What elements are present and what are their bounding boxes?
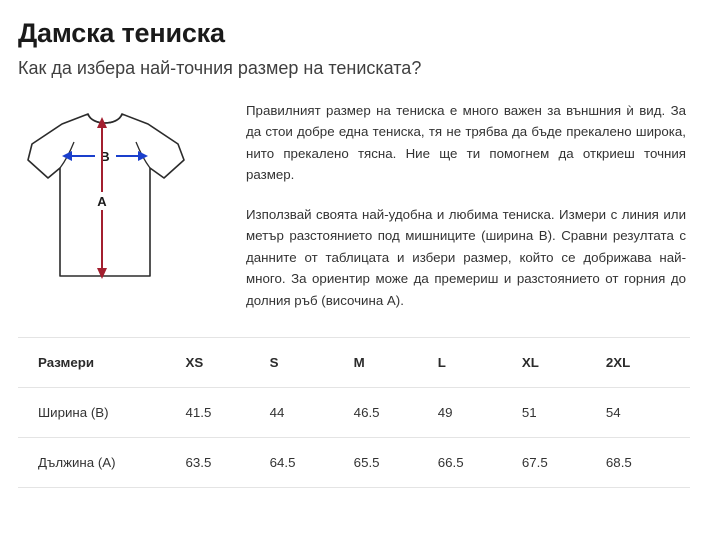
width-s: 44 — [270, 388, 354, 438]
width-2xl: 54 — [606, 388, 690, 438]
table-row — [18, 438, 690, 488]
row-label-length: Дължина (A) — [18, 438, 186, 488]
width-l: 49 — [438, 388, 522, 438]
table-header-s: S — [270, 338, 354, 388]
table-row — [18, 388, 690, 438]
length-xs: 63.5 — [186, 438, 270, 488]
row-label-width: Ширина (B) — [18, 388, 186, 438]
tshirt-illustration — [18, 104, 224, 296]
paragraph-2: Използвай своята най-удобна и любима тениска. Измери с линия или метър разстоянието под мишниците (ширина B). Сравни резултата с данните от таблицата и избери размер, който се добрижава най-много. За ориентир може да премериш и разстоянието от горния до долния ръб (височина A). — [246, 206, 686, 308]
table-header-xs: XS — [186, 338, 270, 388]
width-m: 46.5 — [354, 388, 438, 438]
page-subtitle: Как да избера най-точния размер на тениската? — [18, 58, 422, 79]
table-header-l: L — [438, 338, 522, 388]
length-l: 66.5 — [438, 438, 522, 488]
paragraph-1: Правилният размер на тениска е много важен за външния ѝ вид. За да стои добре една тениска, тя не трябва да бъде прекалено широка, нито прекалено тясна. Ние ще ти помогнем да откриеш точния размер. — [246, 102, 686, 183]
table-header-m: M — [354, 338, 438, 388]
guide-content — [18, 100, 690, 312]
length-m: 65.5 — [354, 438, 438, 488]
length-2xl: 68.5 — [606, 438, 690, 488]
size-guide-page — [0, 18, 708, 547]
size-table — [18, 337, 690, 488]
width-xs: 41.5 — [186, 388, 270, 438]
table-header-2xl: 2XL — [606, 338, 690, 388]
height-label: A — [97, 193, 107, 209]
width-xl: 51 — [522, 388, 606, 438]
page-title: Дамска тениска — [18, 18, 225, 48]
width-label: B — [100, 148, 110, 164]
table-header-label: Размери — [18, 338, 186, 388]
table-header-row — [18, 338, 690, 388]
length-s: 64.5 — [270, 438, 354, 488]
table-header-xl: XL — [522, 338, 606, 388]
guide-paragraphs — [228, 100, 690, 312]
tshirt-diagram — [18, 100, 228, 296]
length-xl: 67.5 — [522, 438, 606, 488]
